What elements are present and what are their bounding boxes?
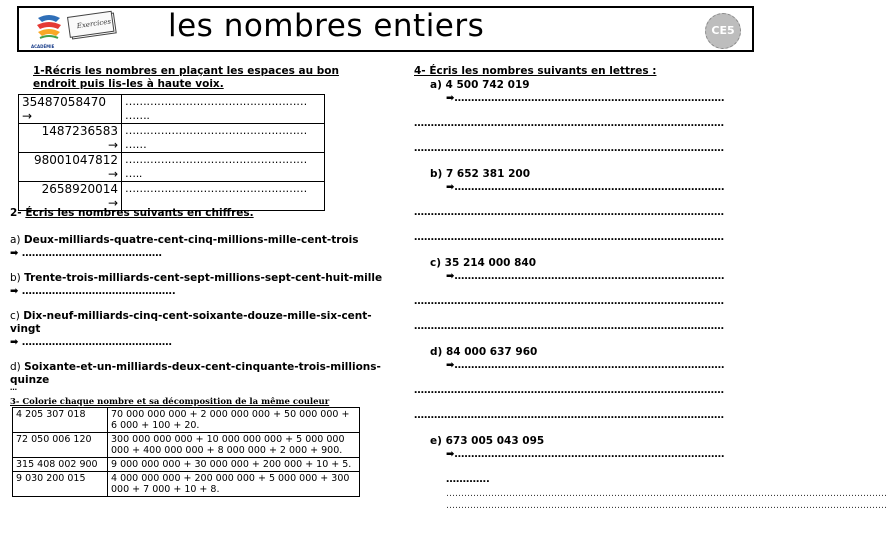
ex1-number-cell: 1487236583 → <box>19 124 122 153</box>
ex1-number-cell: 98001047812 → <box>19 153 122 182</box>
ex4-title: 4- Écris les nombres suivants en lettres : <box>414 65 657 77</box>
ex3-decomposition-cell[interactable]: 300 000 000 000 + 10 000 000 000 + 5 000 000 000 + 400 000 000 + 8 000 000 + 2 000 + 900. <box>108 433 360 458</box>
table-row <box>19 153 325 182</box>
ex2-item-a: a) Deux-milliards-quatre-cent-cinq-millions-mille-cent-trois <box>10 234 359 246</box>
ex1-answer-cell[interactable]: …………………………………………… …… <box>122 124 325 153</box>
ex1-table <box>18 94 325 211</box>
ex2-answer-a[interactable]: ➡ …………………………………… <box>10 248 162 259</box>
ex1-number-cell: 35487058470 → <box>19 95 122 124</box>
ex1-number-cell: 2658920014 → <box>19 182 122 211</box>
table-row <box>19 124 325 153</box>
ex2-answer-b[interactable]: ➡ ………………………………………. <box>10 286 176 297</box>
ex4-answer-line[interactable]: ➡……………………………………………………………………… <box>446 449 725 460</box>
table-row <box>19 95 325 124</box>
ex1-answer-cell[interactable]: …………………………………………… <box>122 182 325 211</box>
ex2-title: 2- Écris les nombres suivants en chiffres. <box>10 207 254 219</box>
ex4-answer-line[interactable]: ➡……………………………………………………………………… <box>446 182 725 193</box>
ex4-answer-thin-line[interactable]: ………………………………………………………………………………………………………………………………… <box>446 501 887 511</box>
ex4-answer-line[interactable]: ………………………………………………………………………………… <box>414 207 724 218</box>
academy-logo-icon <box>34 12 64 46</box>
ex4-item-e: e) 673 005 043 095 <box>430 435 545 447</box>
ex4-answer-line[interactable]: ➡……………………………………………………………………… <box>446 360 725 371</box>
ex2-item-d: d) Soixante-et-un-milliards-deux-cent-cinquante-trois-millions- <box>10 361 381 373</box>
page-title: les nombres entiers <box>168 8 485 44</box>
ex1-title-line1: 1-Récris les nombres en plaçant les espaces au bon <box>33 65 339 77</box>
card-label: Exercices <box>76 17 112 31</box>
ex2-answer-d[interactable]: … <box>10 384 17 392</box>
ex4-item-c: c) 35 214 000 840 <box>430 257 537 269</box>
ex4-answer-line[interactable]: ………………………………………………………………………………… <box>414 321 724 332</box>
ex4-item-b: b) 7 652 381 200 <box>430 168 530 180</box>
table-row <box>13 472 360 497</box>
ex4-answer-line[interactable]: ………………………………………………………………………………… <box>414 118 724 129</box>
ex3-number-cell[interactable]: 72 050 006 120 <box>13 433 108 458</box>
ex3-number-cell[interactable]: 315 408 002 900 <box>13 458 108 472</box>
ex4-item-d: d) 84 000 637 960 <box>430 346 538 358</box>
ex2-item-b: b) Trente-trois-milliards-cent-sept-millions-sept-cent-huit-mille <box>10 272 383 284</box>
ex3-number-cell[interactable]: 4 205 307 018 <box>13 408 108 433</box>
table-row <box>13 408 360 433</box>
ex4-answer-line[interactable]: ➡……………………………………………………………………… <box>446 271 725 282</box>
table-row <box>13 433 360 458</box>
ex3-decomposition-cell[interactable]: 70 000 000 000 + 2 000 000 000 + 50 000 000 + 6 000 + 100 + 20. <box>108 408 360 433</box>
exercise-card-icon <box>66 11 120 41</box>
ex4-answer-line[interactable]: ………………………………………………………………………………… <box>414 385 724 396</box>
ex3-table <box>12 407 360 497</box>
table-row <box>13 458 360 472</box>
ex2-item-c-cont: vingt <box>10 323 41 335</box>
ex4-answer-line[interactable]: ➡……………………………………………………………………… <box>446 93 725 104</box>
ex3-number-cell[interactable]: 9 030 200 015 <box>13 472 108 497</box>
ex1-answer-cell[interactable]: …………………………………………… ….. <box>122 153 325 182</box>
ex1-title-line2: endroit puis lis-les à haute voix. <box>33 78 224 90</box>
ex4-answer-line[interactable]: ………………………………………………………………………………… <box>414 232 724 243</box>
ex4-item-a: a) 4 500 742 019 <box>430 79 530 91</box>
ex4-answer-line[interactable]: ………………………………………………………………………………… <box>414 143 724 154</box>
ex2-answer-c[interactable]: ➡ ……………………………………… <box>10 337 172 348</box>
ex4-answer-line[interactable]: ………………………………………………………………………………… <box>414 410 724 421</box>
ex3-title: 3- Colorie chaque nombre et sa décomposition de la même couleur <box>10 397 330 407</box>
ex2-item-c: c) Dix-neuf-milliards-cinq-cent-soixante-douze-mille-six-cent- <box>10 310 372 322</box>
ce5-badge: CE5 <box>705 13 741 49</box>
ex3-decomposition-cell[interactable]: 9 000 000 000 + 30 000 000 + 200 000 + 10 + 5. <box>108 458 360 472</box>
ex3-decomposition-cell[interactable]: 4 000 000 000 + 200 000 000 + 5 000 000 + 300 000 + 7 000 + 10 + 8. <box>108 472 360 497</box>
logo-caption: ACADÉMIE <box>31 44 55 49</box>
ex4-answer-thin-line[interactable]: ………………………………………………………………………………………………………………………………… <box>446 489 887 499</box>
ex2-item-d-cont: quinze <box>10 374 50 386</box>
ex1-answer-cell[interactable]: …………………………………………… ……. <box>122 95 325 124</box>
ex4-answer-line[interactable]: ………………………………………………………………………………… <box>414 296 724 307</box>
ex4-answer-short[interactable]: …………. <box>446 474 490 485</box>
